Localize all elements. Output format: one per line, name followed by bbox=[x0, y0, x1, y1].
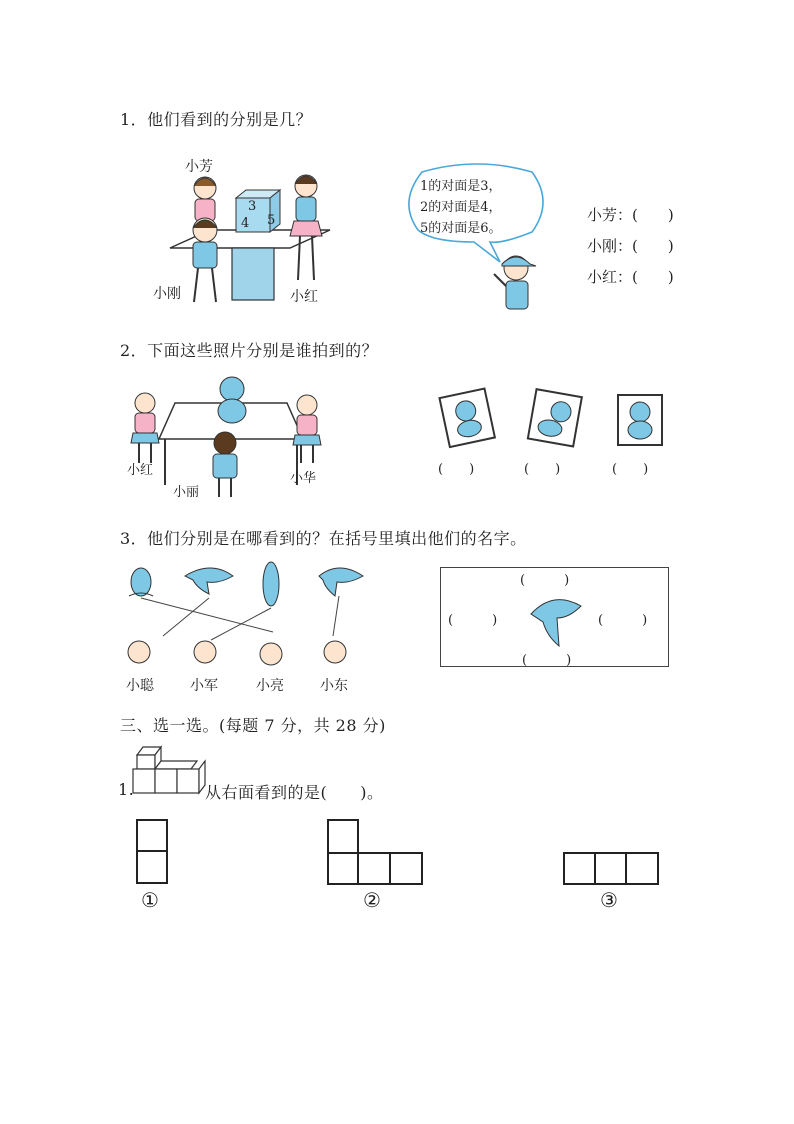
bubble-line-3: 5的对面是6。 bbox=[420, 221, 502, 236]
cube-face-side: 5 bbox=[267, 213, 276, 228]
section3-q1-prefix: 1. bbox=[118, 780, 135, 799]
kid-label-1: 小聪 bbox=[126, 678, 154, 694]
photo-3-answer[interactable]: ( ) bbox=[612, 462, 649, 477]
photo-2-answer[interactable]: ( ) bbox=[524, 462, 561, 477]
answer-xiaofang[interactable]: 小芳：( ) bbox=[587, 206, 674, 224]
box-answer-bottom[interactable]: ( ) bbox=[522, 653, 572, 668]
photo-1-answer[interactable]: ( ) bbox=[438, 462, 475, 477]
label-q2-xiaohong: 小红 bbox=[127, 463, 154, 478]
label-q2-xiaohua: 小华 bbox=[290, 471, 317, 486]
bubble-line-1: 1的对面是3， bbox=[420, 179, 502, 194]
cube-stack-illustration bbox=[131, 745, 211, 800]
label-q2-xiaoli: 小丽 bbox=[173, 485, 200, 500]
photo-1 bbox=[439, 389, 494, 447]
bubble-line-2: 2的对面是4， bbox=[420, 200, 502, 215]
kid-label-3: 小亮 bbox=[256, 678, 284, 694]
box-answer-right[interactable]: ( ) bbox=[598, 613, 648, 628]
label-xiaofang: 小芳 bbox=[185, 159, 213, 175]
label-xiaogang: 小刚 bbox=[153, 286, 181, 302]
q3-matching-illustration bbox=[123, 560, 363, 690]
photo-3 bbox=[618, 395, 662, 445]
kid-label-4: 小东 bbox=[320, 678, 348, 694]
box-answer-left[interactable]: ( ) bbox=[448, 613, 498, 628]
section3-q1-text: 从右面看到的是( )。 bbox=[205, 783, 384, 802]
q2-photos bbox=[436, 385, 696, 455]
bubble-text bbox=[420, 176, 502, 239]
q1-title: 1．他们看到的分别是几？ bbox=[120, 110, 313, 129]
cube-face-front: 4 bbox=[241, 216, 250, 231]
label-xiaohong: 小红 bbox=[290, 289, 318, 305]
section3-title: 三、选一选。(每题 7 分，共 28 分) bbox=[120, 716, 386, 735]
boy-with-cap-illustration bbox=[492, 248, 542, 318]
answer-xiaohong[interactable]: 小红：( ) bbox=[587, 268, 674, 286]
option-1-label[interactable]: ① bbox=[141, 888, 160, 912]
q2-title: 2．下面这些照片分别是谁拍到的？ bbox=[120, 341, 379, 360]
option-3-label[interactable]: ③ bbox=[600, 888, 619, 912]
box-answer-top[interactable]: ( ) bbox=[520, 573, 570, 588]
dolphin-center-illustration bbox=[527, 588, 587, 648]
q3-title: 3．他们分别是在哪看到的？在括号里填出他们的名字。 bbox=[120, 529, 527, 548]
q1-answers bbox=[587, 200, 674, 293]
photo-2 bbox=[528, 389, 582, 446]
options-illustration bbox=[130, 818, 690, 898]
cube-face-top: 3 bbox=[248, 199, 257, 214]
kid-label-2: 小军 bbox=[190, 678, 218, 694]
option-2-label[interactable]: ② bbox=[363, 888, 382, 912]
answer-xiaogang[interactable]: 小刚：( ) bbox=[587, 237, 674, 255]
